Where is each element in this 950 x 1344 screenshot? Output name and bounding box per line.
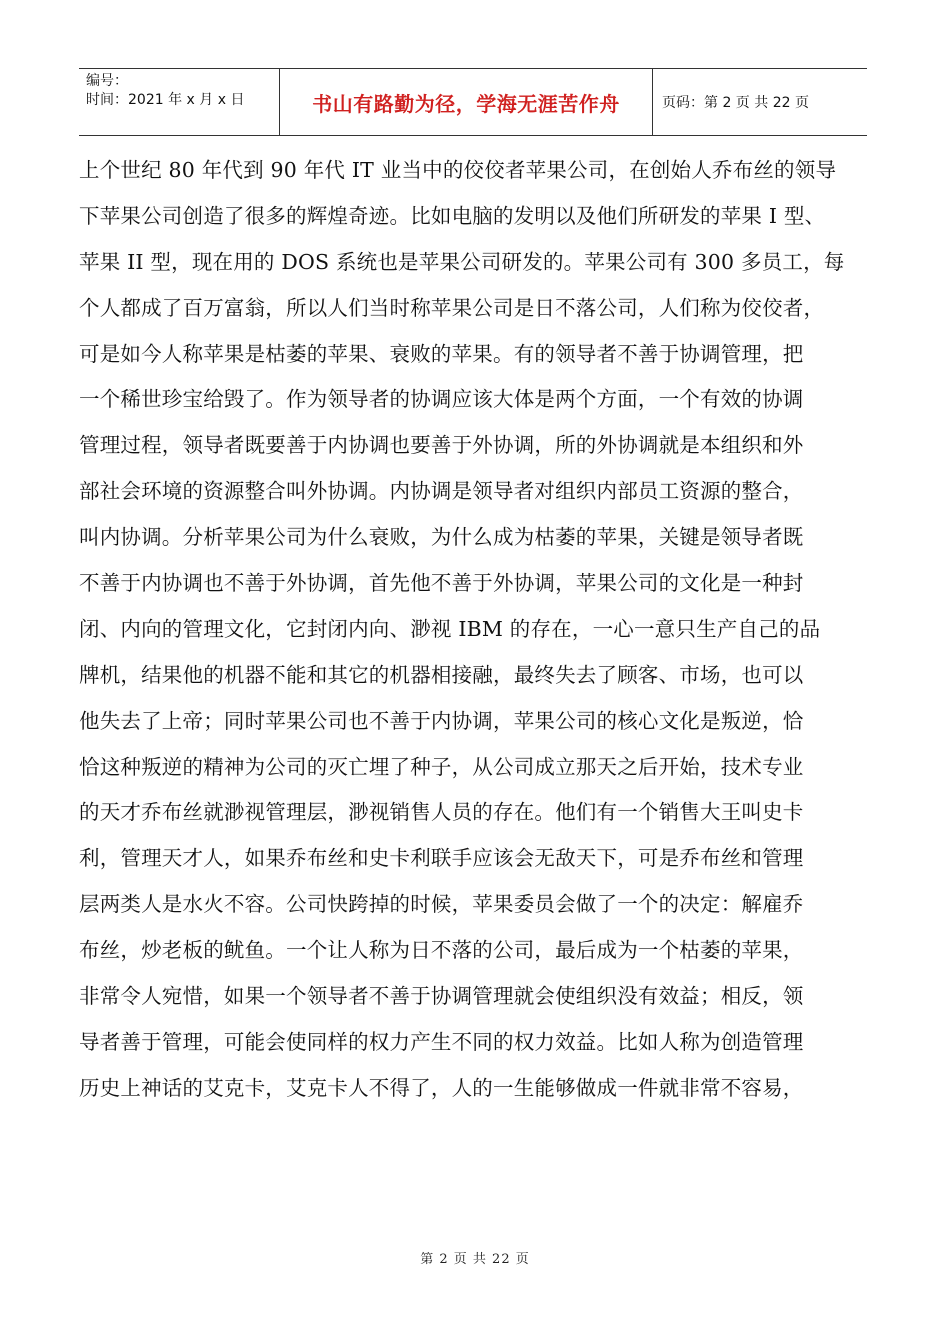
header-page-cell [653,69,867,135]
page-footer [0,1248,950,1267]
header-page-code: 页码：第 2 页 共 22 页 [662,95,809,111]
header-meta-cell [79,69,280,135]
body-line: 层两类人是水火不容。公司快跨掉的时候，苹果委员会做了一个的决定：解雇乔 [79,892,804,917]
document-body [79,148,874,1112]
body-line: 不善于内协调也不善于外协调，首先他不善于外协调，苹果公司的文化是一种封 [79,571,804,596]
document-header [79,68,867,136]
body-line: 历史上神话的艾克卡，艾克卡人不得了，人的一生能够做成一件就非常不容易， [79,1075,804,1100]
body-line: 闭、内向的管理文化，它封闭内向、渺视 IBM 的存在，一心一意只生产自己的品 [79,616,821,641]
body-line: 的天才乔布丝就渺视管理层，渺视销售人员的存在。他们有一个销售大王叫史卡 [79,800,804,825]
body-line: 利，管理天才人，如果乔布丝和史卡利联手应该会无敌天下，可是乔布丝和管理 [79,846,804,871]
body-line: 叫内协调。分析苹果公司为什么衰败，为什么成为枯萎的苹果，关键是领导者既 [79,525,804,550]
body-line: 恰这种叛逆的精神为公司的灭亡埋了种子，从公司成立那天之后开始，技术专业 [79,754,804,779]
body-line: 可是如今人称苹果是枯萎的苹果、衰败的苹果。有的领导者不善于协调管理，把 [79,341,804,366]
document-time-label: 时间：2021 年 x 月 x 日 [86,92,245,108]
body-line: 导者善于管理，可能会使同样的权力产生不同的权力效益。比如人称为创造管理 [79,1029,804,1054]
body-line: 非常令人宛惜，如果一个领导者不善于协调管理就会使组织没有效益；相反，领 [79,984,804,1009]
footer-page-number: 第 2 页 共 22 页 [420,1252,530,1267]
body-line: 下苹果公司创造了很多的辉煌奇迹。比如电脑的发明以及他们所研发的苹果 I 型、 [79,203,826,228]
header-motto: 书山有路勤为径，学海无涯苦作舟 [312,91,620,116]
body-line: 部社会环境的资源整合叫外协调。内协调是领导者对组织内部员工资源的整合， [79,479,804,504]
body-line: 一个稀世珍宝给毁了。作为领导者的协调应该大体是两个方面，一个有效的协调 [79,387,804,412]
document-number-label: 编号： [86,73,128,89]
header-motto-cell [280,69,653,135]
body-line: 个人都成了百万富翁，所以人们当时称苹果公司是日不落公司，人们称为佼佼者， [79,295,825,320]
body-line: 管理过程，领导者既要善于内协调也要善于外协调，所的外协调就是本组织和外 [79,433,804,458]
body-line: 上个世纪 80 年代到 90 年代 IT 业当中的佼佼者苹果公司，在创始人乔布丝的领导 [79,158,837,182]
body-line: 苹果 II 型，现在用的 DOS 系统也是苹果公司研发的。苹果公司有 300 多员工，每 [79,249,845,274]
body-line: 他失去了上帝；同时苹果公司也不善于内协调，苹果公司的核心文化是叛逆，恰 [79,708,804,733]
body-line: 布丝，炒老板的鱿鱼。一个让人称为日不落的公司，最后成为一个枯萎的苹果， [79,938,804,963]
body-line: 牌机，结果他的机器不能和其它的机器相接融，最终失去了顾客、市场，也可以 [79,662,804,687]
